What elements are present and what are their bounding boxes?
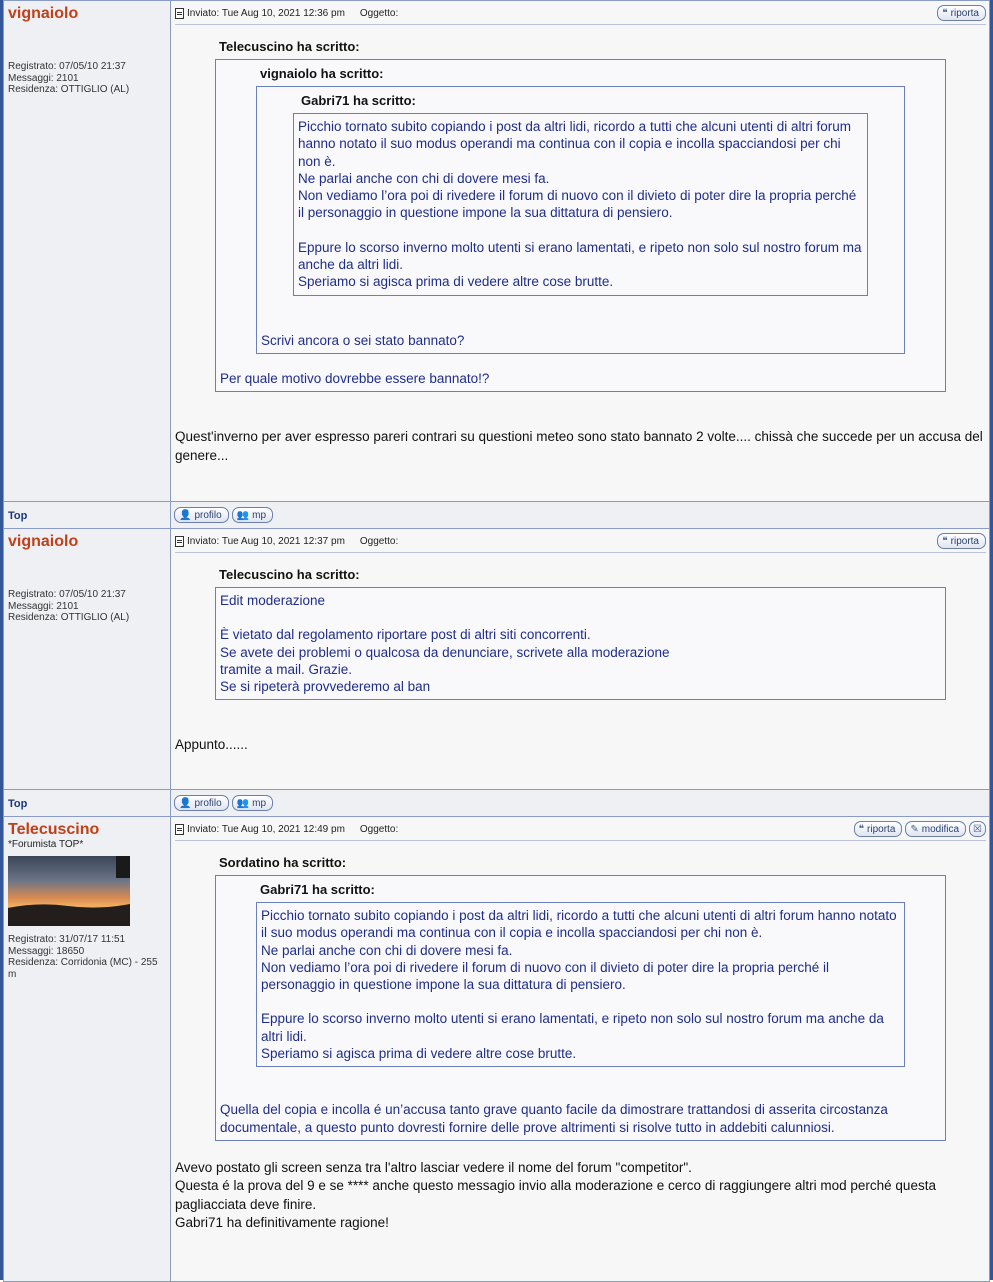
post-icon	[175, 536, 184, 547]
pm-button-label: mp	[252, 509, 267, 521]
quote-title: Telecuscino ha scritto:	[219, 567, 360, 582]
post-author-panel	[4, 1, 171, 502]
author-name[interactable]: vignaiolo	[8, 5, 79, 22]
post-footer-right	[171, 790, 990, 817]
quote-title: Telecuscino ha scritto:	[219, 39, 360, 54]
post-footer-row	[4, 790, 990, 817]
pencil-icon: ✎	[910, 823, 919, 835]
author-messages: Messaggi: 2101	[8, 72, 79, 84]
quote-line: Speriamo si agisca prima di vedere altre cose brutte.	[298, 274, 614, 290]
post-icon	[175, 824, 184, 835]
post-header	[175, 821, 986, 841]
post-subject-label: Oggetto:	[359, 7, 399, 19]
post-content	[171, 1, 990, 502]
post-row	[4, 817, 990, 1282]
quote-line: Se si ripeterà provvederemo al ban	[220, 679, 431, 695]
author-messages: Messaggi: 18650	[8, 945, 85, 957]
post-header	[175, 533, 986, 553]
author-messages: Messaggi: 2101	[8, 600, 79, 612]
post-date: Inviato: Tue Aug 10, 2021 12:37 pm	[187, 535, 345, 547]
post-footer-left	[4, 790, 171, 817]
quote-title: Gabri71 ha scritto:	[301, 93, 416, 108]
pm-button[interactable]	[232, 795, 273, 811]
post-header	[175, 5, 986, 25]
delete-button[interactable]	[969, 821, 986, 837]
post-row	[4, 1, 990, 502]
close-icon: ☒	[973, 823, 982, 835]
post-footer-left	[4, 502, 171, 529]
author-residence: Residenza: OTTIGLIO (AL)	[8, 612, 130, 623]
user-icon: 👤	[179, 797, 192, 809]
quote-icon: ❝	[942, 535, 948, 547]
profile-button[interactable]	[174, 795, 229, 811]
quote-line: Eppure lo scorso inverno molto utenti si erano lamentati, e ripeto non solo sul nostro forum ma anche da altri lidi.	[261, 1011, 884, 1044]
quote-line: tramite a mail. Grazie.	[220, 661, 353, 677]
quote-title: Gabri71 ha scritto:	[260, 882, 375, 897]
quote-icon: ❝	[942, 7, 948, 19]
author-residence: Residenza: OTTIGLIO (AL)	[8, 84, 130, 95]
users-icon: 👥	[236, 509, 250, 521]
pm-button[interactable]	[232, 507, 273, 523]
quote-line: Non vediamo l’ora poi di rivedere il forum di nuovo con il divieto di poter dire la propria perché il personaggio in questione impone la sua dittatura di pensiero.	[261, 959, 830, 993]
quote-title: vignaiolo ha scritto:	[260, 66, 384, 81]
quote-box	[215, 587, 946, 700]
author-residence: Residenza: Corridonia (MC) - 255 m	[8, 957, 158, 980]
quote-line: Edit moderazione	[220, 593, 326, 608]
author-registered: Registrato: 07/05/10 21:37	[8, 61, 126, 72]
quote-text: Quella del copia e incolla é un’accusa tanto grave quanto facile da dimostrare trattandosi di asserita circostanza documentale, a questo punto dovresti fornire delle prove altrimenti si risolve tutto in addebiti calunniosi.	[220, 1102, 888, 1135]
post-body: Quest'inverno per aver espresso pareri contrari su questioni meteo sono stato bannato 2 volte.... chissà che succede per un accusa del genere...	[175, 429, 983, 463]
quote-line: Picchio tornato subito copiando i post da altri lidi, ricordo a tutti che alcuni utenti di altri forum hanno notato il suo modus operandi ma continua con il copia e incolla spacciandosi per chi non è.	[261, 908, 897, 941]
quote-box	[215, 59, 946, 392]
quote-title: Sordatino ha scritto:	[219, 855, 347, 870]
author-registered: Registrato: 31/07/17 11:51	[8, 934, 126, 945]
profile-button[interactable]	[174, 507, 229, 523]
quote-box	[256, 902, 905, 1067]
pm-button-label: mp	[252, 797, 267, 809]
author-name[interactable]: vignaiolo	[8, 533, 79, 550]
quote-line: Ne parlai anche con chi di dovere mesi fa.	[298, 170, 550, 186]
quote-box	[293, 113, 868, 296]
quote-line: Se avete dei problemi o qualcosa da denunciare, scrivete alla moderazione	[220, 644, 670, 660]
post-footer-right	[171, 502, 990, 529]
quote-icon: ❝	[858, 823, 865, 835]
edit-button-label: modifica	[921, 823, 960, 835]
post-author-panel	[4, 529, 171, 790]
quote-button-label: riporta	[950, 7, 979, 19]
quote-box	[256, 86, 905, 354]
author-registered: Registrato: 07/05/10 21:37	[8, 589, 126, 600]
edit-button[interactable]	[905, 821, 966, 837]
top-link[interactable]: Top	[8, 798, 28, 810]
quote-button-label: riporta	[950, 535, 979, 547]
post-icon	[175, 8, 184, 19]
users-icon: 👥	[236, 797, 250, 809]
top-link[interactable]: Top	[8, 510, 28, 522]
quote-line: Speriamo si agisca prima di vedere altre cose brutte.	[261, 1046, 577, 1062]
quote-text: Per quale motivo dovrebbe essere bannato!?	[220, 370, 490, 386]
author-rank: *Forumista TOP*	[8, 839, 84, 850]
post-body-line: Avevo postato gli screen senza tra l'altro lasciar vedere il nome del forum "competitor".	[175, 1159, 692, 1175]
quote-line: Eppure lo scorso inverno molto utenti si erano lamentati, e ripeto non solo sul nostro forum ma anche da altri lidi.	[298, 239, 862, 273]
avatar	[8, 856, 130, 926]
post-date: Inviato: Tue Aug 10, 2021 12:49 pm	[187, 823, 345, 835]
quote-box	[215, 875, 946, 1141]
user-icon: 👤	[179, 509, 192, 521]
quote-line: È vietato dal regolamento riportare post di altri siti concorrenti.	[220, 627, 591, 643]
profile-button-label: profilo	[194, 509, 222, 521]
quote-line: Picchio tornato subito copiando i post da altri lidi, ricordo a tutti che alcuni utenti di altri forum hanno notato il suo modus operandi ma continua con il copia e incolla spacciandosi per chi non è.	[298, 119, 852, 169]
quote-button[interactable]	[937, 5, 986, 21]
post-row	[4, 529, 990, 790]
quote-button-label: riporta	[867, 823, 896, 835]
post-body: Appunto......	[175, 737, 248, 753]
quote-text: Scrivi ancora o sei stato bannato?	[261, 332, 465, 348]
posts-table	[3, 0, 990, 1282]
quote-line: Ne parlai anche con chi di dovere mesi fa.	[261, 942, 513, 958]
post-subject-label: Oggetto:	[359, 535, 399, 547]
post-content	[171, 529, 990, 790]
post-author-panel	[4, 817, 171, 1282]
quote-button[interactable]	[854, 821, 903, 837]
post-content	[171, 817, 990, 1282]
post-date: Inviato: Tue Aug 10, 2021 12:36 pm	[187, 7, 345, 19]
post-body-line: Gabri71 ha definitivamente ragione!	[175, 1215, 389, 1231]
profile-button-label: profilo	[194, 797, 222, 809]
quote-button[interactable]	[937, 533, 986, 549]
post-footer-row	[4, 502, 990, 529]
quote-line: Non vediamo l’ora poi di rivedere il forum di nuovo con il divieto di poter dire la propria perché il personaggio in questione impone la sua dittatura di pensiero.	[298, 188, 857, 221]
author-name[interactable]: Telecuscino	[8, 821, 100, 838]
post-body-line: Questa é la prova del 9 e se **** anche questo messagio invio alla moderazione e cerco di raggiungere altri mod perché questa pagliacciata deve finire.	[175, 1178, 936, 1212]
post-subject-label: Oggetto:	[359, 823, 399, 835]
